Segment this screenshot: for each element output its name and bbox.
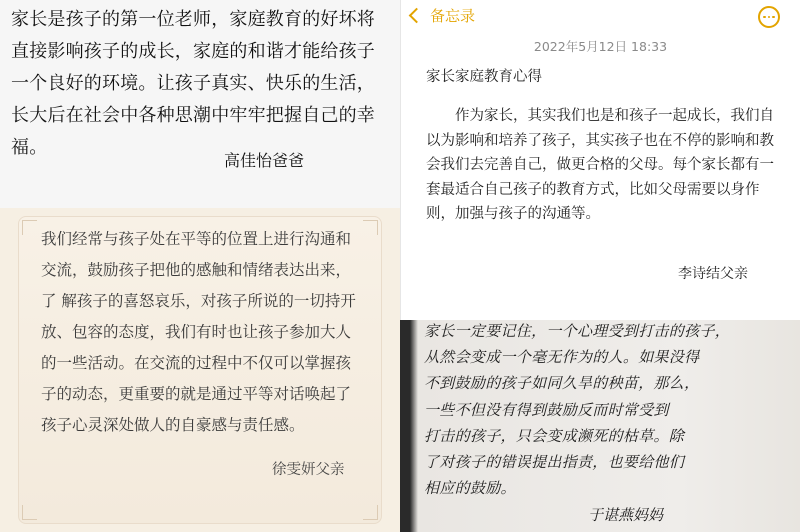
frame-corner [22,505,37,520]
notes-app-panel [400,0,800,320]
handwritten-line: 相应的鼓励。 [424,479,516,497]
handwritten-line: 打击的孩子，只会变成濒死的枯草。除 [424,427,685,445]
handwritten-signature: 于谌燕妈妈 [588,506,664,524]
note-timestamp: 2022年5月12日 18:33 [533,39,668,54]
handwritten-note-photo [400,320,800,532]
bottom-left-message-panel [0,208,400,532]
more-icon[interactable] [758,6,780,28]
frame-corner [363,505,378,520]
note-title[interactable]: 家长家庭教育心得 [426,69,542,85]
signature: 高佳怡爸爸 [224,151,305,170]
note-body[interactable]: 作为家长，其实我们也是和孩子一起成长，我们自以为影响和培养了孩子，其实孩子也在不停的影响和教会我们去完善自己，做更合格的父母。每个家长都有一套最适合自己孩子的教育方式，比如父母需要以身作则，加强与孩子的沟通等。 [426,108,774,222]
handwritten-line: 不到鼓励的孩子如同久旱的秧苗，那么， [424,374,700,392]
back-label: 备忘录 [430,7,476,25]
message-text: 家长是孩子的第一位老师，家庭教育的好坏将直接影响孩子的成长，家庭的和谐才能给孩子一个良好的环境。让孩子真实、快乐的生活，长大后在社会中各种思潮中牢牢把握自己的幸福。 [11,9,375,158]
frame-corner [22,220,37,235]
note-signature[interactable]: 李诗结父亲 [678,266,748,282]
handwritten-line: 从然会变成一个毫无作为的人。如果没得 [424,348,700,366]
frame-corner [363,220,378,235]
signature: 徐雯妍父亲 [272,462,345,478]
top-left-message-panel [0,0,400,208]
chevron-left-icon [409,8,425,24]
handwritten-line: 家长一定要记住，一个心理受到打击的孩子， [424,322,731,340]
message-text: 我们经常与孩子处在平等的位置上进行沟通和交流，鼓励孩子把他的感触和情绪表达出来，了 解孩子的喜怒哀乐，对孩子所说的一切持开放、包容的态度，我们有时也让孩子参加大人的一些活动。在交流的过程中不仅可以掌握孩子的动态，更重要的就是通过平等对话唤起了孩子心灵深处做人的自豪感与责任感。 [41,230,356,434]
back-button[interactable] [411,5,475,26]
handwritten-line: 了对孩子的错误提出指责，也要给他们 [424,453,685,471]
handwritten-line: 一些不但没有得到鼓励反而时常受到 [424,401,669,419]
